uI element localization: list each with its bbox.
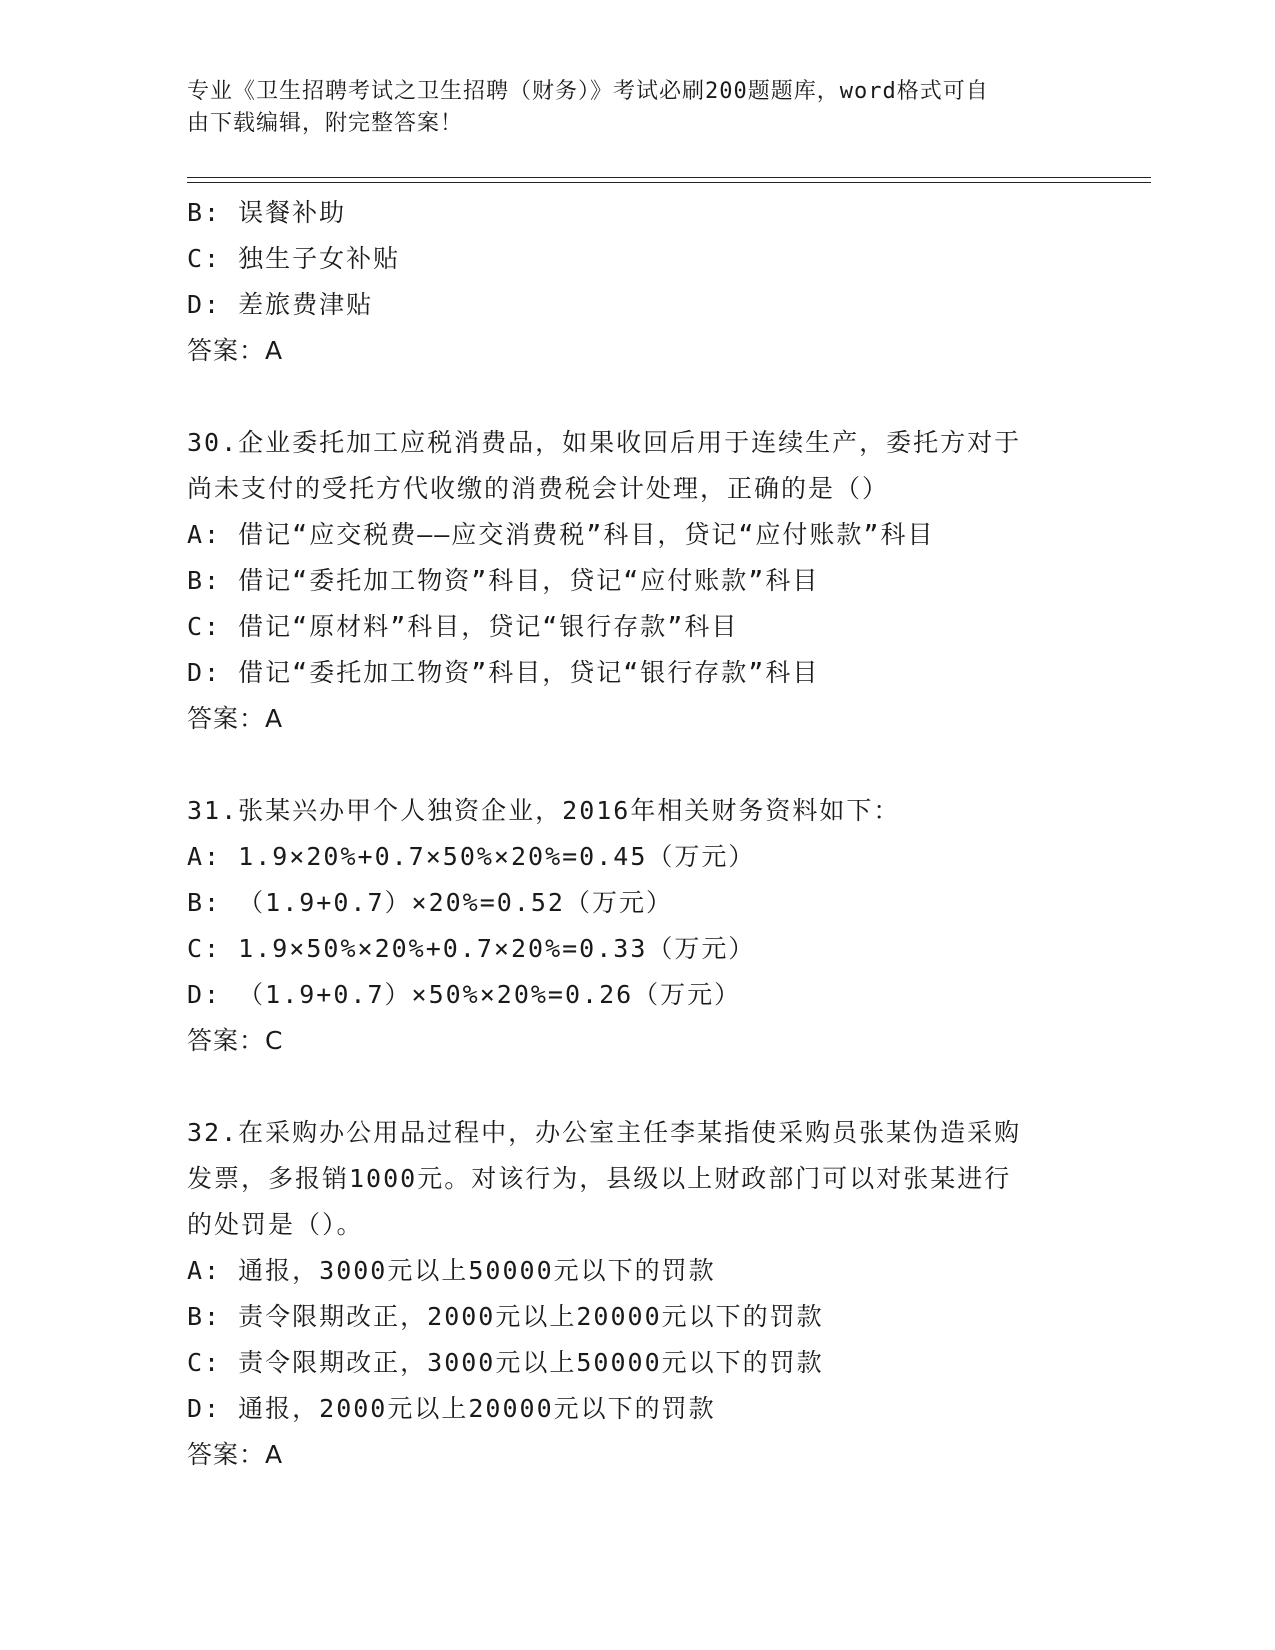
question-30-text-line-2: 尚未支付的受托方代收缴的消费税会计处理，正确的是（） xyxy=(187,474,890,503)
question-30-text-line-1: 30.企业委托加工应税消费品，如果收回后用于连续生产，委托方对于 xyxy=(187,428,1022,457)
question-30-option-a: A: 借记“应交税费——应交消费税”科目，贷记“应付账款”科目 xyxy=(187,520,935,549)
question-32-text-line-1: 32.在采购办公用品过程中，办公室主任李某指使采购员张某伪造采购 xyxy=(187,1118,1022,1147)
header-line-1: 专业《卫生招聘考试之卫生招聘（财务）》考试必刷200题题库，word格式可自 xyxy=(187,79,989,104)
question-32-option-d: D: 通报，2000元以上20000元以下的罚款 xyxy=(187,1394,716,1423)
question-30-option-d: D: 借记“委托加工物资”科目，贷记“银行存款”科目 xyxy=(187,658,820,687)
question-32-option-c: C: 责令限期改正，3000元以上50000元以下的罚款 xyxy=(187,1348,824,1377)
question-30-option-c: C: 借记“原材料”科目，贷记“银行存款”科目 xyxy=(187,612,739,641)
document-body xyxy=(187,190,1087,1478)
question-31-option-b: B: （1.9+0.7）×20%=0.52（万元） xyxy=(187,888,673,917)
question-32-text-line-3: 的处罚是（）。 xyxy=(187,1210,364,1239)
spacer xyxy=(187,374,1087,420)
question-32-option-b: B: 责令限期改正，2000元以上20000元以下的罚款 xyxy=(187,1302,824,1331)
header-divider-top xyxy=(187,177,1151,178)
question-30-answer: 答案：A xyxy=(187,704,284,733)
question-31-option-a: A: 1.9×20%+0.7×50%×20%=0.45（万元） xyxy=(187,842,756,871)
answer-line: 答案：A xyxy=(187,336,284,365)
header-divider-bottom xyxy=(187,182,1151,183)
question-31-answer: 答案：C xyxy=(187,1026,284,1055)
option-d: D: 差旅费津贴 xyxy=(187,290,374,319)
question-30-option-b: B: 借记“委托加工物资”科目，贷记“应付账款”科目 xyxy=(187,566,820,595)
header-line-2: 由下载编辑，附完整答案！ xyxy=(187,111,464,136)
question-32-option-a: A: 通报，3000元以上50000元以下的罚款 xyxy=(187,1256,716,1285)
question-31-option-d: D: （1.9+0.7）×50%×20%=0.26（万元） xyxy=(187,980,742,1009)
spacer xyxy=(187,742,1087,788)
option-b: B: 误餐补助 xyxy=(187,198,347,227)
question-32-text-line-2: 发票，多报销1000元。对该行为，县级以上财政部门可以对张某进行 xyxy=(187,1164,1012,1193)
question-31-text-line-1: 31.张某兴办甲个人独资企业，2016年相关财务资料如下： xyxy=(187,796,901,825)
option-c: C: 独生子女补贴 xyxy=(187,244,401,273)
spacer xyxy=(187,1064,1087,1110)
document-header xyxy=(187,76,1067,140)
question-32-answer: 答案：A xyxy=(187,1440,284,1469)
question-31-option-c: C: 1.9×50%×20%+0.7×20%=0.33（万元） xyxy=(187,934,756,963)
